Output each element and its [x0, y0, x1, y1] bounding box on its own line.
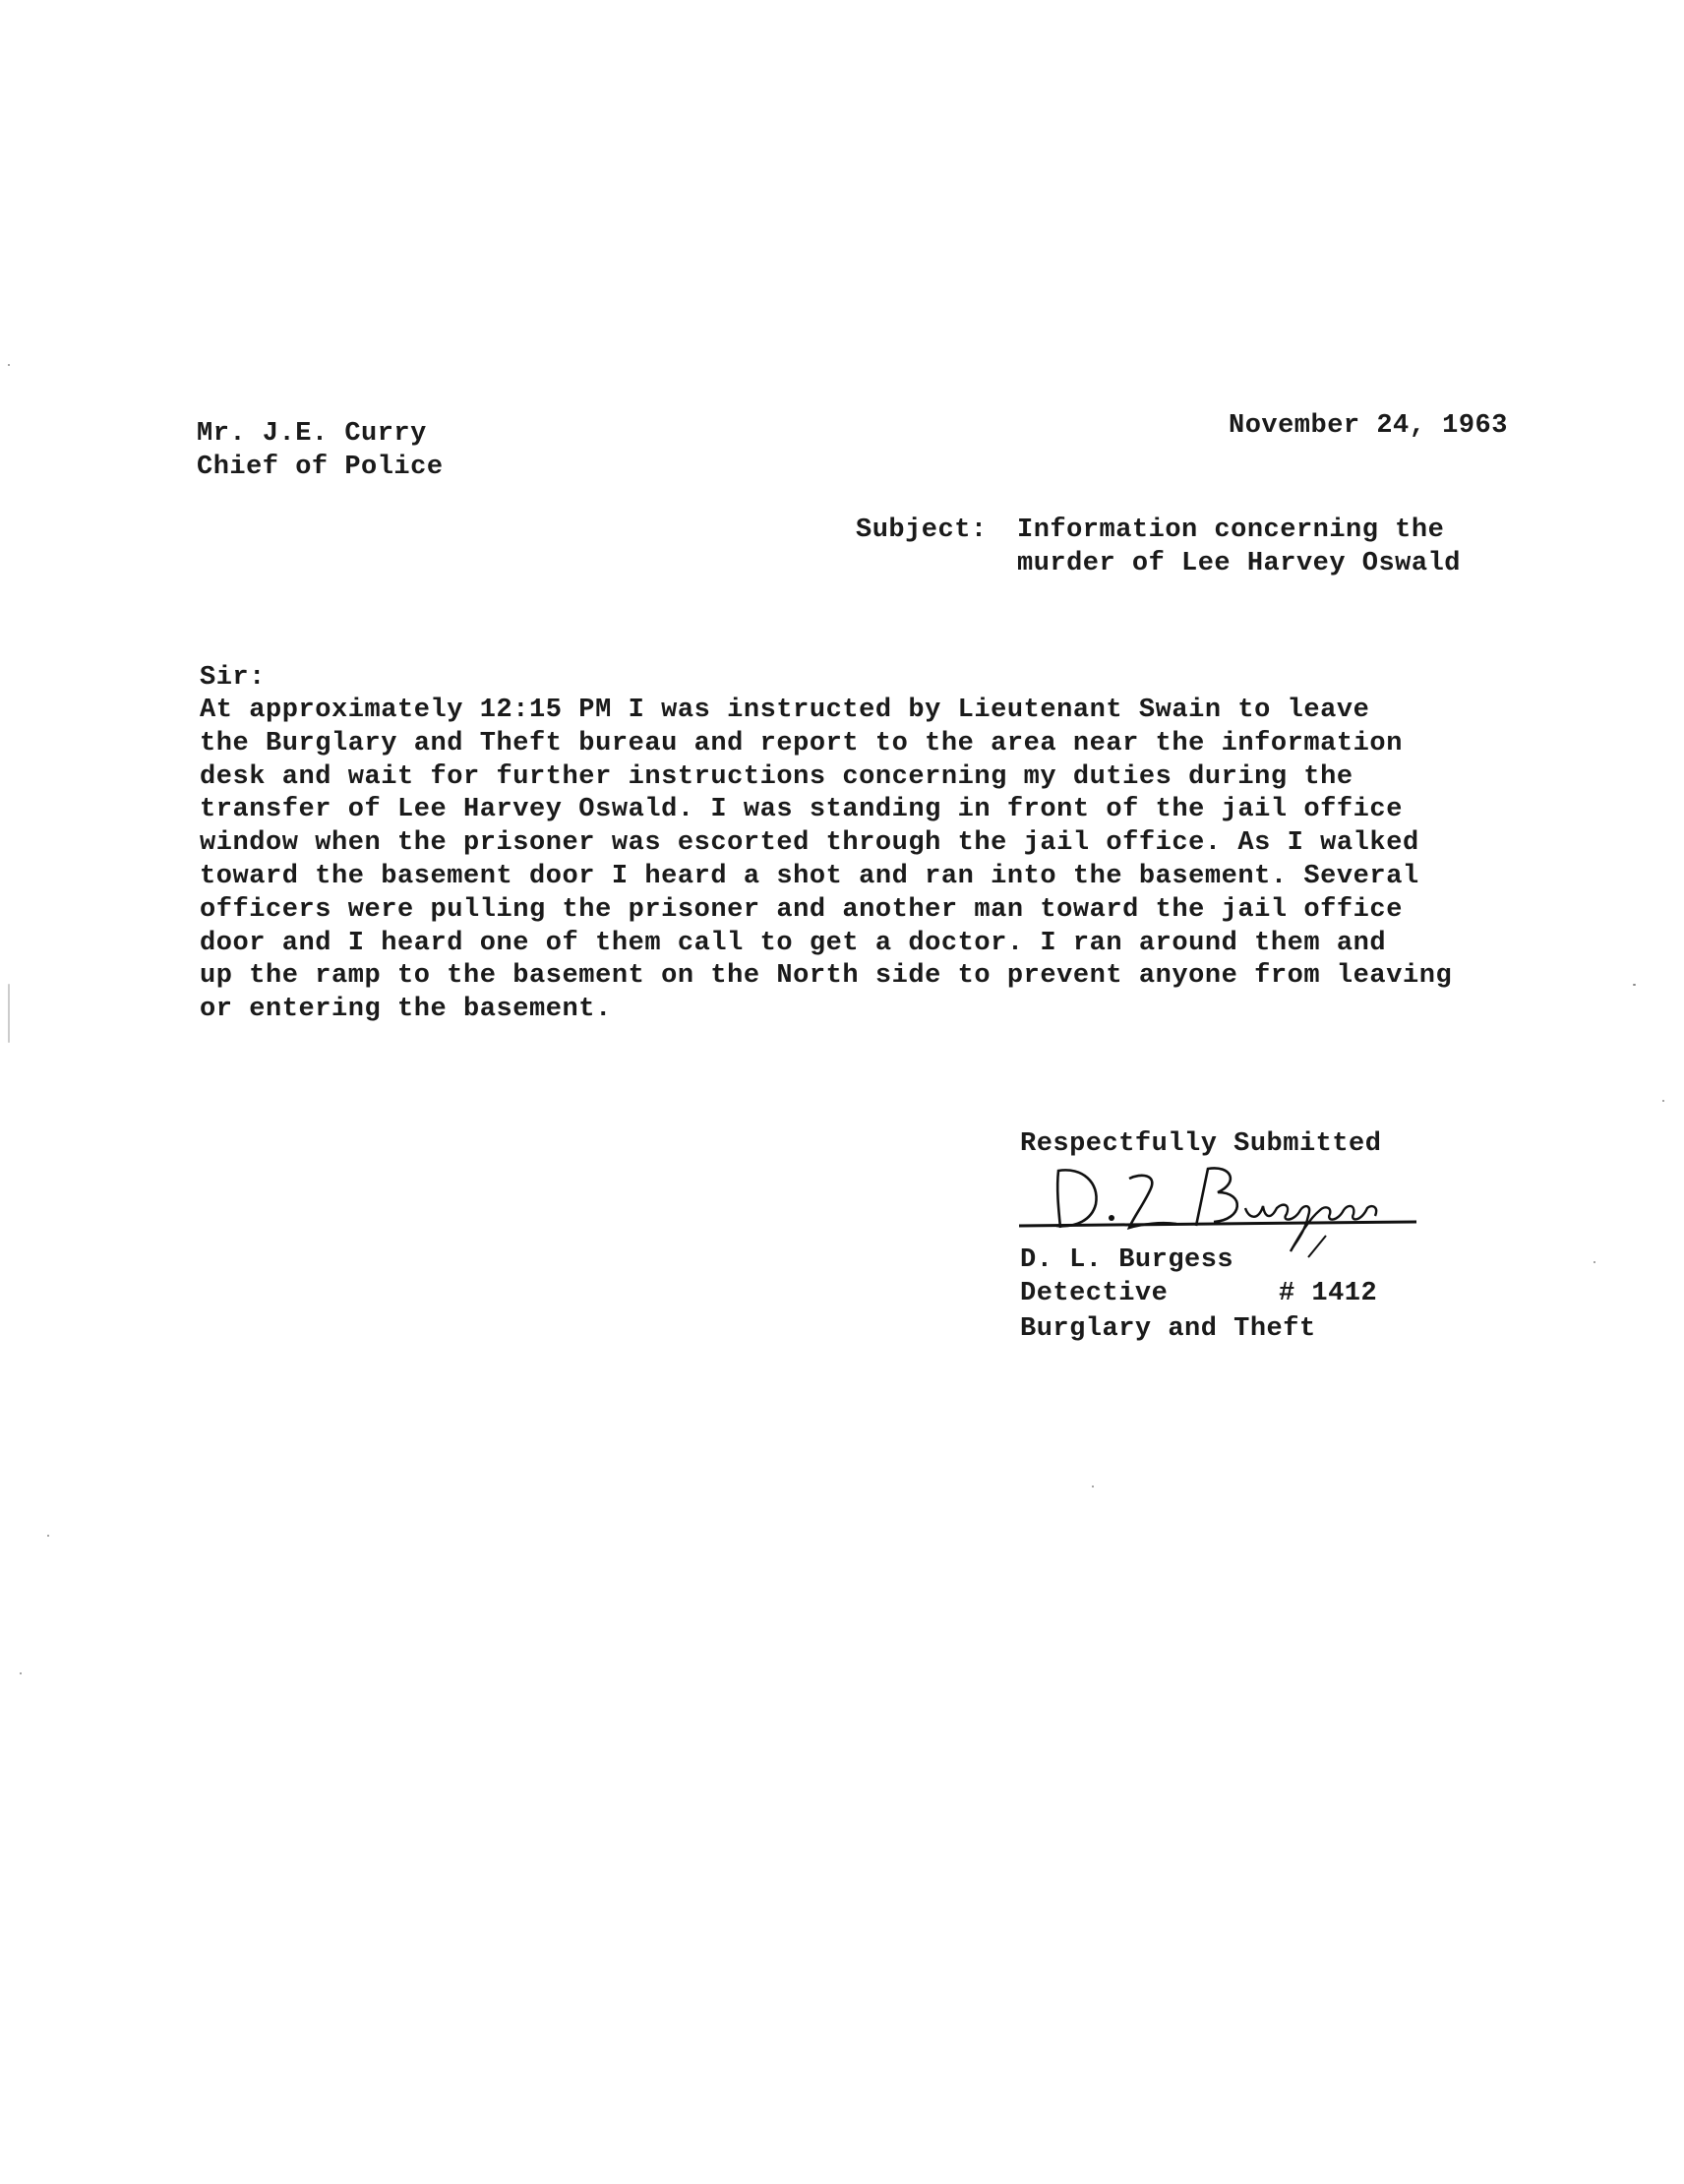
- subject-line-2: murder of Lee Harvey Oswald: [1017, 549, 1461, 578]
- closing: Respectfully Submitted: [1020, 1129, 1382, 1159]
- body-line: toward the basement door I heard a shot and ran into the basement. Several: [200, 861, 1419, 891]
- subject-label: Subject:: [856, 516, 988, 545]
- letter-body: [200, 695, 1577, 1027]
- addressee-title: Chief of Police: [197, 453, 444, 482]
- body-line: window when the prisoner was escorted through the jail office. As I walked: [200, 828, 1419, 859]
- scan-speck: [8, 984, 10, 1043]
- salutation: Sir:: [200, 663, 266, 693]
- signer-rank: Detective: [1020, 1279, 1169, 1308]
- body-line: At approximately 12:15 PM I was instructed by Lieutenant Swain to leave: [200, 696, 1370, 725]
- scan-speck: [8, 364, 10, 366]
- letter-date: November 24, 1963: [1229, 411, 1508, 441]
- body-line: the Burglary and Theft bureau and report to the area near the information: [200, 728, 1403, 758]
- scan-speck: [1662, 1100, 1664, 1102]
- scan-speck: [1594, 1261, 1595, 1263]
- scan-speck: [1092, 1486, 1094, 1487]
- body-line: up the ramp to the basement on the North side to prevent anyone from leaving: [200, 961, 1453, 992]
- addressee-name: Mr. J.E. Curry: [197, 419, 427, 449]
- subject-line-1: Information concerning the: [1017, 516, 1445, 545]
- scan-speck: [1633, 984, 1636, 986]
- body-line: transfer of Lee Harvey Oswald. I was standing in front of the jail office: [200, 795, 1403, 825]
- scan-speck: [47, 1535, 49, 1537]
- scan-speck: [20, 1672, 22, 1674]
- signer-badge: # 1412: [1279, 1279, 1378, 1308]
- signer-unit: Burglary and Theft: [1020, 1314, 1316, 1344]
- body-line: door and I heard one of them call to get a doctor. I ran around them and: [200, 928, 1387, 958]
- body-line: or entering the basement.: [200, 995, 612, 1025]
- body-line: officers were pulling the prisoner and another man toward the jail office: [200, 894, 1403, 925]
- body-line: desk and wait for further instructions concerning my duties during the: [200, 761, 1353, 792]
- signer-name: D. L. Burgess: [1020, 1245, 1234, 1275]
